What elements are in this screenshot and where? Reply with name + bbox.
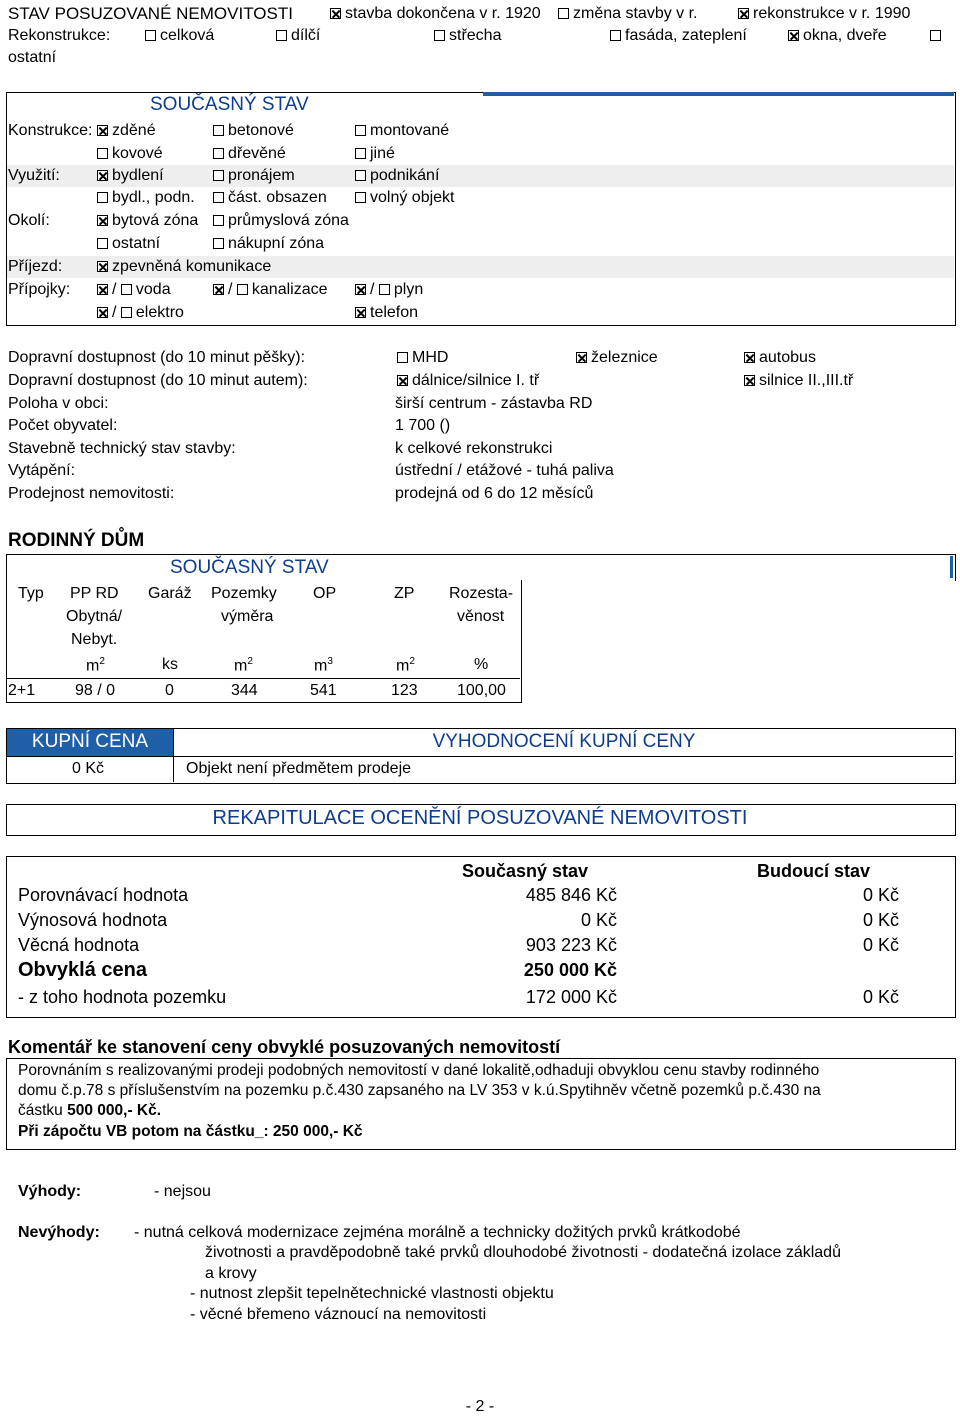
rd-h-pp2: Obytná/: [66, 608, 123, 625]
vyuziti-bydleni: bydlení: [97, 167, 164, 185]
okoli-bytova: bytová zóna: [97, 212, 198, 230]
konstrukce-montovane: montované: [355, 122, 449, 140]
nevyhody-line-5: - věcné břemeno váznoucí na nemovitosti: [190, 1306, 487, 1323]
okoli-nakupni: nákupní zóna: [213, 235, 324, 253]
rd-unit-garaz: ks: [162, 656, 178, 673]
checkbox-checked-icon: [97, 261, 108, 272]
checkbox-checked-icon: [97, 215, 108, 226]
car-silnice: silnice II.,III.tř: [744, 372, 853, 390]
rekonstrukce-label: Rekonstrukce:: [8, 27, 111, 44]
rekap-current-porovnavaci: 485 846 Kč: [525, 885, 617, 905]
rd-title: RODINNÝ DŮM: [8, 530, 145, 551]
rd-unit-op: $m^3$: [314, 656, 333, 675]
vyuziti-pronajem: pronájem: [213, 167, 295, 185]
checkbox-icon: [379, 284, 390, 295]
checkbox-icon: [434, 30, 445, 41]
walk-label: Dopravní dostupnost (do 10 minut pěšky):: [8, 349, 306, 366]
pocet-value: 1 700 (): [395, 417, 451, 434]
rd-h-poz1: Pozemky: [211, 585, 277, 602]
rd-h-pp3: Nebyt.: [71, 631, 118, 648]
box-accent: [483, 92, 954, 96]
konstrukce-jine: jiné: [355, 145, 395, 163]
checkbox-checked-icon: [355, 307, 366, 318]
pripojka-kanalizace: / kanalizace: [213, 281, 328, 299]
reconstruction-year: rekonstrukce v r. 1990: [738, 5, 910, 23]
pripojka-voda: / voda: [97, 281, 171, 299]
kupni-note: Objekt není předmětem prodeje: [186, 760, 412, 777]
rd-accent: [950, 556, 953, 578]
rd-cell-garaz: 0: [165, 682, 174, 699]
checkbox-icon: [213, 148, 224, 159]
rd-cell-typ: 2+1: [8, 682, 36, 699]
checkbox-icon: [355, 125, 366, 136]
checkbox-icon: [97, 192, 108, 203]
checkbox-checked-icon: [788, 30, 799, 41]
rd-h-roz2: věnost: [457, 608, 505, 625]
rd-cell-op: 541: [310, 682, 337, 699]
rekap-label-porovnavaci: Porovnávací hodnota: [18, 885, 189, 905]
vyuziti-cast-obsazen: část. obsazen: [213, 189, 327, 207]
checkbox-checked-icon: [213, 284, 224, 295]
rd-h-garaz: Garáž: [148, 585, 192, 602]
konstrukce-kovove: kovové: [97, 145, 163, 163]
checkbox-checked-icon: [744, 352, 755, 363]
checkbox-checked-icon: [97, 284, 108, 295]
checkbox-icon: [97, 148, 108, 159]
rd-h-op: OP: [313, 585, 337, 602]
rekap-future-pozemek: 0 Kč: [862, 987, 899, 1007]
checkbox-icon: [610, 30, 621, 41]
konstrukce-label: Konstrukce:: [8, 122, 93, 139]
checkbox-icon: [276, 30, 287, 41]
rekap-current-obvykla: 250 000 Kč: [523, 960, 617, 980]
komentar-line-3: částku 500 000,- Kč.: [18, 1102, 162, 1119]
built-year: stavba dokončena v r. 1920: [330, 5, 541, 23]
kupni-hline: [7, 756, 953, 757]
checkbox-icon: [213, 215, 224, 226]
nevyhody-line-2: životnosti a pravděpodobně také prvků dlouhodobé životnosti - dodatečná izolace základů: [205, 1244, 841, 1261]
change-year: změna stavby v r.: [558, 5, 698, 23]
vyhodnoceni-title: VYHODNOCENÍ KUPNÍ CENY: [432, 731, 696, 752]
rd-cell-zp: 123: [391, 682, 418, 699]
okoli-label: Okolí:: [8, 212, 50, 229]
rd-cell-poz: 344: [231, 682, 258, 699]
rekap-current-vynosova: 0 Kč: [580, 910, 617, 930]
checkbox-checked-icon: [97, 307, 108, 318]
rd-unit-poz: $m^2$: [234, 656, 253, 675]
rekon-celkova: celková: [145, 27, 214, 45]
checkbox-checked-icon: [97, 125, 108, 136]
vyhody-text: - nejsou: [154, 1183, 211, 1200]
rekon-strecha: střecha: [434, 27, 501, 45]
rekap-current-vecna: 903 223 Kč: [525, 935, 617, 955]
rd-unit-roz: %: [474, 656, 489, 673]
kupni-value: 0 Kč: [72, 760, 105, 777]
rd-cell-roz: 100,00: [457, 682, 506, 699]
rekon-ostatni-box: [930, 27, 945, 45]
rd-divider: [6, 678, 520, 679]
page-title: STAV POSUZOVANÉ NEMOVITOSTI: [8, 4, 293, 23]
stav-value: k celkové rekonstrukci: [395, 440, 553, 457]
checkbox-icon: [213, 192, 224, 203]
checkbox-icon: [930, 30, 941, 41]
rekap-label-vynosova: Výnosová hodnota: [18, 910, 168, 930]
konstrukce-betonove: betonové: [213, 122, 294, 140]
checkbox-icon: [355, 170, 366, 181]
nevyhody-line-1: - nutná celková modernizace zejména morálně a technicky dožitých prvků krátkodobé: [134, 1224, 741, 1241]
rekap-current-pozemek: 172 000 Kč: [525, 987, 617, 1007]
checkbox-icon: [121, 307, 132, 318]
rd-h-pp1: PP RD: [70, 585, 119, 602]
rekap-future-porovnavaci: 0 Kč: [862, 885, 899, 905]
okoli-ostatni: ostatní: [97, 235, 160, 253]
checkbox-icon: [558, 8, 569, 19]
rekap-col-future: Budoucí stav: [757, 861, 871, 881]
soucasny-stav-title: SOUČASNÝ STAV: [150, 94, 309, 115]
rd-subtitle: SOUČASNÝ STAV: [170, 557, 329, 578]
prodejnost-label: Prodejnost nemovitosti:: [8, 485, 175, 502]
rd-h-typ: Typ: [18, 585, 44, 602]
nevyhody-label: Nevýhody:: [18, 1224, 100, 1241]
checkbox-icon: [237, 284, 248, 295]
checkbox-checked-icon: [97, 170, 108, 181]
poloha-value: širší centrum - zástavba RD: [395, 395, 593, 412]
checkbox-icon: [213, 238, 224, 249]
checkbox-icon: [145, 30, 156, 41]
nevyhody-line-4: - nutnost zlepšit tepelnětechnické vlastnosti objektu: [190, 1285, 554, 1302]
konstrukce-zdene: zděné: [97, 122, 156, 140]
pocet-label: Počet obyvatel:: [8, 417, 118, 434]
rd-h-poz2: výměra: [221, 608, 274, 625]
poloha-label: Poloha v obci:: [8, 395, 109, 412]
stav-label: Stavebně technický stav stavby:: [8, 440, 236, 457]
checkbox-checked-icon: [330, 8, 341, 19]
rekap-future-vynosova: 0 Kč: [862, 910, 899, 930]
rd-h-zp: ZP: [394, 585, 415, 602]
rekon-fasada: fasáda, zateplení: [610, 27, 747, 45]
car-dalnice: dálnice/silnice I. tř: [397, 372, 539, 390]
rekap-title: REKAPITULACE OCENĚNÍ POSUZOVANÉ NEMOVITOSTI: [212, 807, 748, 829]
pripojka-plyn: / plyn: [355, 281, 423, 299]
rd-h-roz1: Rozesta-: [449, 585, 514, 602]
rd-cell-pp: 98 / 0: [75, 682, 116, 699]
rekap-label-pozemek: - z toho hodnota pozemku: [18, 987, 227, 1007]
rekon-okna: okna, dveře: [788, 27, 887, 45]
pripojka-telefon: telefon: [355, 304, 418, 322]
prijezd-value: zpevněná komunikace: [97, 258, 271, 276]
rd-header-box: [6, 554, 956, 581]
rekap-label-obvykla: Obvyklá cena: [18, 959, 147, 981]
checkbox-icon: [355, 192, 366, 203]
prodejnost-value: prodejná od 6 do 12 měsíců: [395, 485, 594, 502]
checkbox-icon: [97, 238, 108, 249]
okoli-prumyslova: průmyslová zóna: [213, 212, 349, 230]
rd-unit-zp: $m^2$: [396, 656, 415, 675]
vyuziti-bydl-podn: bydl., podn.: [97, 189, 195, 207]
car-label: Dopravní dostupnost (do 10 minut autem):: [8, 372, 308, 389]
komentar-line-1: Porovnáním s realizovanými prodeji podobných nemovitostí v dané lokalitě,odhaduji obvyklou cenu stavby rodinného: [18, 1062, 820, 1079]
vyuziti-volny: volný objekt: [355, 189, 455, 207]
konstrukce-drevene: dřevěné: [213, 145, 286, 163]
vytapeni-label: Vytápění:: [8, 462, 76, 479]
checkbox-checked-icon: [355, 284, 366, 295]
walk-mhd: MHD: [397, 349, 448, 367]
checkbox-icon: [121, 284, 132, 295]
checkbox-icon: [213, 170, 224, 181]
checkbox-icon: [213, 125, 224, 136]
vyuziti-podnikani: podnikání: [355, 167, 439, 185]
checkbox-checked-icon: [397, 375, 408, 386]
checkbox-checked-icon: [744, 375, 755, 386]
walk-zeleznice: železnice: [576, 349, 658, 367]
prijezd-label: Příjezd:: [8, 258, 63, 275]
checkbox-icon: [355, 148, 366, 159]
pripojky-label: Přípojky:: [8, 281, 71, 298]
vyuziti-label: Využití:: [8, 167, 60, 184]
nevyhody-line-3: a krovy: [205, 1265, 257, 1282]
rekon-dilci: dílčí: [276, 27, 320, 45]
rd-unit-pp: $m^2$: [86, 656, 105, 675]
page-number: - 2 -: [465, 1398, 495, 1415]
kupni-title: KUPNÍ CENA: [31, 731, 149, 752]
pripojka-elektro: / elektro: [97, 304, 184, 322]
vyhody-label: Výhody:: [18, 1183, 82, 1200]
rekap-future-vecna: 0 Kč: [862, 935, 899, 955]
rekon-ostatni: ostatní: [8, 49, 57, 66]
checkbox-checked-icon: [738, 8, 749, 19]
vytapeni-value: ústřední / etážové - tuhá paliva: [395, 462, 614, 479]
komentar-line-4: Při zápočtu VB potom na částku_: 250 000,- Kč: [18, 1123, 363, 1140]
checkbox-checked-icon: [576, 352, 587, 363]
checkbox-icon: [397, 352, 408, 363]
rekap-label-vecna: Věcná hodnota: [18, 935, 140, 955]
komentar-title: Komentář ke stanovení ceny obvyklé posuzovaných nemovitostí: [8, 1037, 561, 1057]
walk-autobus: autobus: [744, 349, 816, 367]
rekap-col-current: Současný stav: [462, 861, 589, 881]
komentar-line-2: domu č.p.78 s příslušenstvím na pozemku p.č.430 zapsaného na LV 353 v k.ú.Spytihněv včetně pozemků p.č.430 na: [18, 1082, 821, 1099]
